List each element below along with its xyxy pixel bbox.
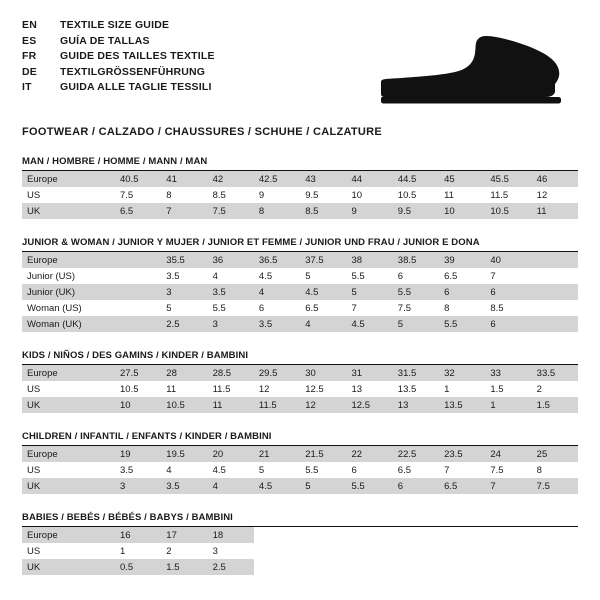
size-cell: 22.5 [393, 446, 439, 462]
table-row [22, 252, 578, 268]
size-cell: 12 [532, 187, 578, 203]
size-cell: 43 [300, 171, 346, 187]
size-cell: 10.5 [393, 187, 439, 203]
size-cell: 36 [208, 252, 254, 268]
size-cell-empty [485, 527, 531, 543]
size-cell: 28.5 [208, 365, 254, 381]
size-cell: 1.5 [485, 381, 531, 397]
size-cell-empty [300, 527, 346, 543]
size-cell: 38.5 [393, 252, 439, 268]
size-cell: 31 [346, 365, 392, 381]
size-cell: 30 [300, 365, 346, 381]
size-cell: 7 [485, 478, 531, 494]
size-cell: 11 [208, 397, 254, 413]
size-cell: 1 [439, 381, 485, 397]
size-cell: 11.5 [485, 187, 531, 203]
size-cell: 8.5 [485, 300, 531, 316]
size-cell: 42 [208, 171, 254, 187]
row-label: Europe [22, 252, 115, 268]
size-cell: 11 [439, 187, 485, 203]
size-cell: 7 [346, 300, 392, 316]
size-cell: 13 [346, 381, 392, 397]
size-cell-empty [254, 527, 300, 543]
size-cell: 5.5 [439, 316, 485, 332]
language-row [22, 49, 215, 65]
size-cell: 4.5 [208, 462, 254, 478]
size-cell: 5 [300, 478, 346, 494]
size-cell: 32 [439, 365, 485, 381]
language-title: GUIDA ALLE TAGLIE TESSILI [60, 81, 212, 93]
size-cell: 8 [161, 187, 207, 203]
group-title: MAN / HOMBRE / HOMME / MANN / MAN [22, 156, 578, 171]
size-cell: 4.5 [300, 284, 346, 300]
size-cell: 45 [439, 171, 485, 187]
row-label: UK [22, 203, 115, 219]
size-cell: 5 [300, 268, 346, 284]
size-cell-empty [254, 543, 300, 559]
table-row [22, 171, 578, 187]
language-title: TEXTILGRÖSSENFÜHRUNG [60, 65, 206, 78]
size-cell [115, 316, 161, 332]
size-cell: 10 [346, 187, 392, 203]
size-cell: 3.5 [254, 316, 300, 332]
row-label: Woman (US) [22, 300, 115, 316]
size-cell: 39 [439, 252, 485, 268]
size-cell [115, 284, 161, 300]
size-cell: 9.5 [300, 187, 346, 203]
row-label: US [22, 543, 115, 559]
size-cell: 40 [485, 252, 531, 268]
size-cell: 5 [161, 300, 207, 316]
size-cell: 6.5 [300, 300, 346, 316]
size-cell: 7.5 [115, 187, 161, 203]
size-cell: 10.5 [485, 203, 531, 219]
size-cell: 6 [393, 478, 439, 494]
size-cell: 12.5 [300, 381, 346, 397]
size-cell: 12 [300, 397, 346, 413]
size-cell: 4 [208, 268, 254, 284]
row-label: US [22, 462, 115, 478]
size-cell: 5.5 [393, 284, 439, 300]
size-cell-empty [300, 543, 346, 559]
size-group-babies [22, 512, 578, 575]
size-cell: 17 [161, 527, 207, 543]
language-title: GUIDE DES TAILLES TEXTILE [60, 50, 215, 62]
size-cell: 8 [532, 462, 578, 478]
size-cell: 13.5 [393, 381, 439, 397]
size-group-man [22, 156, 578, 219]
size-cell: 33.5 [532, 365, 578, 381]
size-cell: 4 [254, 284, 300, 300]
size-cell: 13 [393, 397, 439, 413]
row-label: Europe [22, 446, 115, 462]
size-cell: 42.5 [254, 171, 300, 187]
size-cell: 4.5 [254, 478, 300, 494]
size-cell: 3.5 [115, 462, 161, 478]
size-cell-empty [346, 559, 392, 575]
table-row [22, 446, 578, 462]
size-cell: 11.5 [254, 397, 300, 413]
language-title: GUÍA DE TALLAS [60, 34, 150, 47]
row-label: Junior (UK) [22, 284, 115, 300]
size-group-children [22, 431, 578, 494]
size-cell: 44.5 [393, 171, 439, 187]
language-title: TEXTILE SIZE GUIDE [60, 19, 170, 31]
size-cell: 9.5 [393, 203, 439, 219]
size-cell: 8.5 [208, 187, 254, 203]
page-title: FOOTWEAR / CALZADO / CHAUSSURES / SCHUHE / CALZATURE [22, 126, 383, 138]
size-cell: 8 [254, 203, 300, 219]
size-cell: 6 [485, 284, 531, 300]
table-row [22, 284, 578, 300]
group-title: KIDS / NIÑOS / DES GAMINS / KINDER / BAMBINI [22, 350, 578, 365]
size-cell: 11 [161, 381, 207, 397]
size-cell: 1 [115, 543, 161, 559]
size-cell: 10.5 [115, 381, 161, 397]
size-cell: 6 [485, 316, 531, 332]
size-cell: 8.5 [300, 203, 346, 219]
size-cell: 5 [393, 316, 439, 332]
size-cell: 7 [161, 203, 207, 219]
row-label: UK [22, 478, 115, 494]
size-cell: 12.5 [346, 397, 392, 413]
size-cell: 18 [208, 527, 254, 543]
language-row [22, 34, 215, 50]
size-cell: 7.5 [393, 300, 439, 316]
size-cell: 16 [115, 527, 161, 543]
size-cell: 21.5 [300, 446, 346, 462]
size-table-body [22, 171, 578, 219]
size-cell [532, 268, 578, 284]
size-table [22, 252, 578, 332]
row-label: Woman (UK) [22, 316, 115, 332]
size-cell: 4 [300, 316, 346, 332]
size-cell: 1 [485, 397, 531, 413]
size-cell: 9 [254, 187, 300, 203]
dress-shoe-icon [380, 34, 570, 112]
language-title-list [22, 18, 215, 96]
size-cell-empty [393, 527, 439, 543]
size-cell: 2.5 [208, 559, 254, 575]
size-cell: 9 [346, 203, 392, 219]
size-cell: 11 [532, 203, 578, 219]
size-cell: 4 [208, 478, 254, 494]
size-cell: 3 [115, 478, 161, 494]
size-cell: 6 [439, 284, 485, 300]
table-row [22, 543, 578, 559]
language-row [22, 80, 215, 96]
size-cell [115, 268, 161, 284]
size-cell: 1.5 [161, 559, 207, 575]
size-cell: 0.5 [115, 559, 161, 575]
row-label: US [22, 187, 115, 203]
size-cell: 10.5 [161, 397, 207, 413]
size-cell [115, 252, 161, 268]
table-row [22, 203, 578, 219]
size-cell-empty [439, 559, 485, 575]
row-label: Junior (US) [22, 268, 115, 284]
table-row [22, 381, 578, 397]
size-table-body [22, 365, 578, 413]
size-cell: 46 [532, 171, 578, 187]
size-cell: 2 [161, 543, 207, 559]
size-cell: 7.5 [532, 478, 578, 494]
size-cell-empty [300, 559, 346, 575]
size-cell: 7 [439, 462, 485, 478]
size-cell: 6.5 [439, 478, 485, 494]
size-cell: 7.5 [208, 203, 254, 219]
size-cell: 3 [208, 316, 254, 332]
size-cell: 25 [532, 446, 578, 462]
size-cell: 10 [439, 203, 485, 219]
size-cell-empty [346, 543, 392, 559]
row-label: UK [22, 559, 115, 575]
size-cell: 3.5 [161, 268, 207, 284]
row-label: Europe [22, 171, 115, 187]
group-title: CHILDREN / INFANTIL / ENFANTS / KINDER / BAMBINI [22, 431, 578, 446]
size-cell: 20 [208, 446, 254, 462]
size-cell-empty [532, 543, 578, 559]
size-cell: 24 [485, 446, 531, 462]
size-cell: 12 [254, 381, 300, 397]
size-cell [532, 284, 578, 300]
size-cell: 27.5 [115, 365, 161, 381]
size-cell: 7 [485, 268, 531, 284]
size-cell [532, 252, 578, 268]
size-cell: 22 [346, 446, 392, 462]
size-cell-empty [254, 559, 300, 575]
size-cell: 28 [161, 365, 207, 381]
size-cell-empty [532, 559, 578, 575]
size-cell: 31.5 [393, 365, 439, 381]
size-cell: 13.5 [439, 397, 485, 413]
size-cell-empty [393, 559, 439, 575]
table-row [22, 300, 578, 316]
size-cell: 5 [254, 462, 300, 478]
size-cell: 3 [208, 543, 254, 559]
size-cell: 35.5 [161, 252, 207, 268]
language-row [22, 65, 215, 81]
size-table [22, 527, 578, 575]
table-row [22, 462, 578, 478]
size-cell: 6 [254, 300, 300, 316]
document-header [22, 18, 578, 112]
language-code: IT [22, 81, 32, 93]
size-cell: 5.5 [346, 478, 392, 494]
size-cell [115, 300, 161, 316]
language-code: FR [22, 50, 37, 62]
size-table [22, 365, 578, 413]
size-cell: 8 [439, 300, 485, 316]
language-code: ES [22, 34, 37, 47]
table-row [22, 527, 578, 543]
group-title: JUNIOR & WOMAN / JUNIOR Y MUJER / JUNIOR ET FEMME / JUNIOR UND FRAU / JUNIOR E DONA [22, 237, 578, 252]
size-cell: 44 [346, 171, 392, 187]
table-row [22, 559, 578, 575]
size-cell: 29.5 [254, 365, 300, 381]
size-cell: 6.5 [393, 462, 439, 478]
size-cell: 5.5 [208, 300, 254, 316]
table-row [22, 187, 578, 203]
size-cell: 2.5 [161, 316, 207, 332]
size-cell: 4.5 [346, 316, 392, 332]
size-cell: 36.5 [254, 252, 300, 268]
size-cell: 5.5 [346, 268, 392, 284]
size-cell: 21 [254, 446, 300, 462]
size-cell: 3.5 [161, 478, 207, 494]
size-cell-empty [485, 543, 531, 559]
size-cell: 3.5 [208, 284, 254, 300]
size-cell: 10 [115, 397, 161, 413]
size-table [22, 171, 578, 219]
size-cell: 19 [115, 446, 161, 462]
size-cell: 23.5 [439, 446, 485, 462]
size-cell: 45.5 [485, 171, 531, 187]
size-cell: 5 [346, 284, 392, 300]
size-cell: 41 [161, 171, 207, 187]
language-title-list-body [22, 18, 215, 96]
table-row [22, 268, 578, 284]
size-cell: 4.5 [254, 268, 300, 284]
size-cell: 5.5 [300, 462, 346, 478]
size-cell: 11.5 [208, 381, 254, 397]
table-row [22, 365, 578, 381]
language-code: EN [22, 19, 37, 31]
size-cell-empty [485, 559, 531, 575]
row-label: Europe [22, 527, 115, 543]
size-cell: 6 [346, 462, 392, 478]
size-cell: 38 [346, 252, 392, 268]
size-table-body [22, 446, 578, 494]
size-cell-empty [393, 543, 439, 559]
table-row [22, 316, 578, 332]
size-table-body [22, 527, 578, 575]
size-cell: 37.5 [300, 252, 346, 268]
size-cell-empty [439, 543, 485, 559]
size-group-kids [22, 350, 578, 413]
size-cell: 4 [161, 462, 207, 478]
size-cell: 6.5 [115, 203, 161, 219]
row-label: UK [22, 397, 115, 413]
size-group-junior-woman [22, 237, 578, 332]
table-row [22, 478, 578, 494]
language-code: DE [22, 65, 37, 78]
size-cell-empty [532, 527, 578, 543]
size-cell: 40.5 [115, 171, 161, 187]
size-cell [532, 316, 578, 332]
size-cell: 1.5 [532, 397, 578, 413]
table-row [22, 397, 578, 413]
group-title: BABIES / BEBÉS / BÉBÉS / BABYS / BAMBINI [22, 512, 578, 527]
language-row [22, 18, 215, 34]
size-cell: 6 [393, 268, 439, 284]
size-table-body [22, 252, 578, 332]
size-cell-empty [439, 527, 485, 543]
size-cell: 19.5 [161, 446, 207, 462]
row-label: US [22, 381, 115, 397]
size-cell-empty [346, 527, 392, 543]
row-label: Europe [22, 365, 115, 381]
size-cell [532, 300, 578, 316]
size-cell: 7.5 [485, 462, 531, 478]
size-cell: 33 [485, 365, 531, 381]
size-cell: 2 [532, 381, 578, 397]
size-table [22, 446, 578, 494]
size-cell: 6.5 [439, 268, 485, 284]
size-cell: 3 [161, 284, 207, 300]
